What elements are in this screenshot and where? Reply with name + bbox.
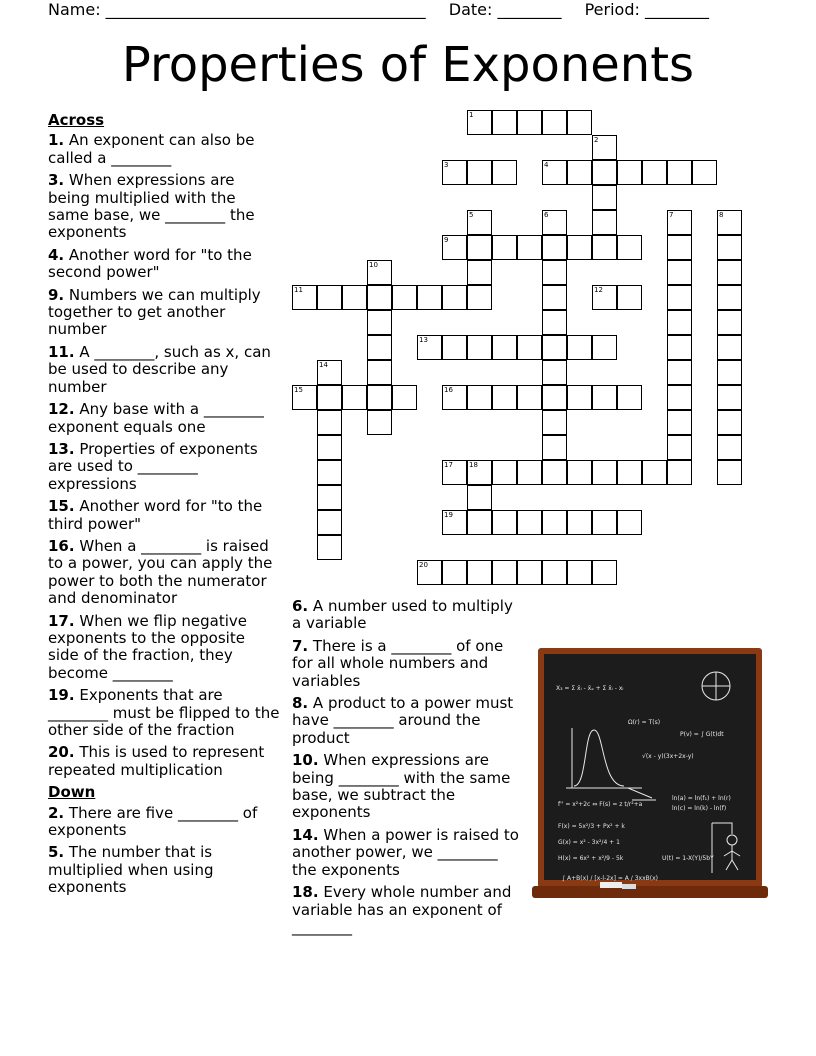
grid-cell[interactable] xyxy=(567,335,592,360)
cell-number: 9 xyxy=(444,236,449,244)
grid-cell[interactable] xyxy=(542,385,567,410)
cell-number: 18 xyxy=(469,461,478,469)
grid-cell[interactable] xyxy=(542,260,567,285)
clues-right-column xyxy=(292,598,520,941)
clue-17 xyxy=(48,613,280,683)
down-clue-list-continued xyxy=(292,598,520,936)
grid-cell[interactable] xyxy=(317,460,342,485)
grid-cell[interactable] xyxy=(617,385,642,410)
grid-cell[interactable] xyxy=(317,510,342,535)
grid-cell[interactable] xyxy=(417,285,442,310)
clue-number: 12. xyxy=(48,400,75,419)
clue-6 xyxy=(292,598,520,633)
svg-text:√(x - y)(3x+2x-y): √(x - y)(3x+2x-y) xyxy=(642,753,694,760)
grid-cell[interactable] xyxy=(717,310,742,335)
clue-4 xyxy=(48,247,280,282)
clue-text: Properties of exponents are used to ________ expressions xyxy=(48,439,258,493)
grid-cell[interactable] xyxy=(342,285,367,310)
clue-11 xyxy=(48,344,280,396)
grid-cell[interactable] xyxy=(292,385,317,410)
grid-cell[interactable] xyxy=(542,460,567,485)
grid-cell[interactable] xyxy=(517,385,542,410)
grid-cell[interactable] xyxy=(517,560,542,585)
grid-cell[interactable] xyxy=(467,560,492,585)
grid-cell[interactable] xyxy=(467,285,492,310)
grid-cell[interactable] xyxy=(542,410,567,435)
clue-text: When expressions are being ________ with the same base, we subtract the exponents xyxy=(292,751,511,822)
grid-cell[interactable] xyxy=(592,385,617,410)
cell-number: 15 xyxy=(294,386,303,394)
svg-text:f'' = x²+2c ⇔ F(s) = z t/r²+a: f'' = x²+2c ⇔ F(s) = z t/r²+a xyxy=(558,801,643,808)
clue-text: A product to a power must have ________ around the product xyxy=(292,694,514,747)
grid-cell[interactable] xyxy=(717,235,742,260)
grid-cell[interactable] xyxy=(542,235,567,260)
clue-text: The number that is multiplied when using exponents xyxy=(48,843,214,897)
cell-number: 2 xyxy=(594,136,599,144)
clue-20 xyxy=(48,744,280,779)
clue-text: There is a ________ of one for all whole numbers and variables xyxy=(292,636,504,690)
clue-3 xyxy=(48,172,280,242)
grid-cell[interactable] xyxy=(467,260,492,285)
grid-cell[interactable] xyxy=(542,510,567,535)
cell-number: 12 xyxy=(594,286,603,294)
grid-cell[interactable] xyxy=(667,435,692,460)
grid-cell[interactable] xyxy=(517,110,542,135)
grid-cell[interactable] xyxy=(667,460,692,485)
grid-cell[interactable] xyxy=(567,460,592,485)
grid-cell[interactable] xyxy=(692,160,717,185)
cell-number: 10 xyxy=(369,261,378,269)
svg-text:Ω(r) = T(s): Ω(r) = T(s) xyxy=(628,719,661,726)
grid-cell[interactable] xyxy=(492,235,517,260)
grid-cell[interactable] xyxy=(617,460,642,485)
clue-text: Numbers we can multiply together to get another number xyxy=(48,285,261,339)
grid-cell[interactable] xyxy=(592,160,617,185)
page-title: Properties of Exponents xyxy=(121,37,695,93)
grid-cell[interactable] xyxy=(467,510,492,535)
grid-cell[interactable] xyxy=(367,360,392,385)
grid-cell[interactable] xyxy=(417,335,442,360)
date-field[interactable]: Date: ________ xyxy=(448,0,562,19)
grid-cell[interactable] xyxy=(467,210,492,235)
grid-cell[interactable] xyxy=(717,285,742,310)
grid-cell[interactable] xyxy=(642,460,667,485)
grid-cell[interactable] xyxy=(367,335,392,360)
grid-cell[interactable] xyxy=(517,235,542,260)
grid-cell[interactable] xyxy=(317,435,342,460)
grid-cell[interactable] xyxy=(592,135,617,160)
cell-number: 1 xyxy=(469,111,474,119)
clue-15 xyxy=(48,498,280,533)
grid-cell[interactable] xyxy=(492,460,517,485)
clue-text: When we flip negative exponents to the opposite side of the fraction, they become ________ xyxy=(48,611,247,682)
clue-number: 6. xyxy=(292,597,309,615)
clue-number: 7. xyxy=(292,636,309,655)
cell-number: 20 xyxy=(419,561,428,569)
grid-cell[interactable] xyxy=(317,410,342,435)
cell-number: 19 xyxy=(444,511,453,519)
clue-number: 19. xyxy=(48,686,75,705)
grid-cell[interactable] xyxy=(467,110,492,135)
svg-text:ln(a) = ln(f₁) + ln(r): ln(a) = ln(f₁) + ln(r) xyxy=(672,795,731,802)
grid-cell[interactable] xyxy=(592,235,617,260)
grid-cell[interactable] xyxy=(717,335,742,360)
clue-number: 20. xyxy=(48,743,75,762)
grid-cell[interactable] xyxy=(492,560,517,585)
grid-cell[interactable] xyxy=(342,385,367,410)
clue-16 xyxy=(48,538,280,608)
clue-number: 16. xyxy=(48,536,75,555)
clue-number: 10. xyxy=(292,751,319,770)
grid-cell[interactable] xyxy=(492,385,517,410)
clue-text: A number used to multiply a variable xyxy=(292,597,513,633)
clue-19 xyxy=(48,687,280,739)
svg-text:F(x) = 5x²/3 + Px² + k: F(x) = 5x²/3 + Px² + k xyxy=(558,823,625,830)
svg-text:P(v) = ∫ G(t)dt: P(v) = ∫ G(t)dt xyxy=(680,731,724,738)
grid-cell[interactable] xyxy=(317,360,342,385)
clue-10 xyxy=(292,752,520,822)
svg-text:∫ A+B(x) / [x-l-2x] = A / 3xxB: ∫ A+B(x) / [x-l-2x] = A / 3xxB(x) xyxy=(562,875,658,882)
grid-cell[interactable] xyxy=(717,260,742,285)
grid-cell[interactable] xyxy=(492,160,517,185)
clue-number: 14. xyxy=(292,825,319,844)
grid-cell[interactable] xyxy=(442,335,467,360)
clue-12 xyxy=(48,401,280,436)
svg-text:G(x) = x² - 3x²/4 + 1: G(x) = x² - 3x²/4 + 1 xyxy=(558,839,620,846)
cell-number: 5 xyxy=(469,211,474,219)
grid-cell[interactable] xyxy=(617,160,642,185)
grid-cell[interactable] xyxy=(542,435,567,460)
grid-cell[interactable] xyxy=(492,110,517,135)
down-clue-list xyxy=(48,805,280,897)
grid-cell[interactable] xyxy=(667,385,692,410)
grid-cell[interactable] xyxy=(317,385,342,410)
clue-number: 17. xyxy=(48,611,75,630)
grid-cell[interactable] xyxy=(542,310,567,335)
clue-text: There are five ________ of exponents xyxy=(48,803,258,840)
clue-number: 4. xyxy=(48,245,65,264)
grid-cell[interactable] xyxy=(592,335,617,360)
svg-text:ln(c) = ln(k) - ln(f): ln(c) = ln(k) - ln(f) xyxy=(672,805,727,812)
grid-cell[interactable] xyxy=(467,160,492,185)
grid-cell[interactable] xyxy=(542,210,567,235)
grid-cell[interactable] xyxy=(392,285,417,310)
clue-2 xyxy=(48,805,280,840)
grid-cell[interactable] xyxy=(617,510,642,535)
grid-cell[interactable] xyxy=(442,285,467,310)
grid-cell[interactable] xyxy=(642,160,667,185)
grid-cell[interactable] xyxy=(367,310,392,335)
grid-cell[interactable] xyxy=(617,285,642,310)
grid-cell[interactable] xyxy=(417,560,442,585)
grid-cell[interactable] xyxy=(717,360,742,385)
grid-cell[interactable] xyxy=(392,385,417,410)
cell-number: 4 xyxy=(544,161,549,169)
clue-text: When expressions are being multiplied with the same base, we ________ the exponents xyxy=(48,171,255,242)
cell-number: 8 xyxy=(719,211,724,219)
cell-number: 3 xyxy=(444,161,449,169)
grid-cell[interactable] xyxy=(517,460,542,485)
grid-cell[interactable] xyxy=(467,335,492,360)
grid-cell[interactable] xyxy=(317,285,342,310)
grid-cell[interactable] xyxy=(592,285,617,310)
clue-text: Another word for "to the second power" xyxy=(48,245,252,282)
clue-8 xyxy=(292,695,520,747)
grid-cell[interactable] xyxy=(442,560,467,585)
cell-number: 7 xyxy=(669,211,674,219)
grid-cell[interactable] xyxy=(367,385,392,410)
clue-text: Every whole number and variable has an exponent of ________ xyxy=(292,883,512,936)
grid-cell[interactable] xyxy=(542,360,567,385)
clue-text: Exponents that are ________ must be flipped to the other side of the fraction xyxy=(48,686,280,739)
clue-text: This is used to represent repeated multiplication xyxy=(48,743,265,779)
chalkboard-image xyxy=(532,648,768,900)
down-heading: Down xyxy=(48,783,96,802)
grid-cell[interactable] xyxy=(542,160,567,185)
grid-cell[interactable] xyxy=(442,510,467,535)
clue-14 xyxy=(292,827,520,879)
clue-number: 8. xyxy=(292,694,309,713)
clue-number: 3. xyxy=(48,171,65,190)
grid-cell[interactable] xyxy=(567,160,592,185)
grid-cell[interactable] xyxy=(667,360,692,385)
clue-number: 13. xyxy=(48,439,75,458)
grid-cell[interactable] xyxy=(517,510,542,535)
grid-cell[interactable] xyxy=(717,410,742,435)
grid-cell[interactable] xyxy=(367,285,392,310)
grid-cell[interactable] xyxy=(667,310,692,335)
grid-cell[interactable] xyxy=(717,210,742,235)
grid-cell[interactable] xyxy=(292,285,317,310)
grid-cell[interactable] xyxy=(592,560,617,585)
grid-cell[interactable] xyxy=(717,460,742,485)
clue-18 xyxy=(292,884,520,936)
clue-text: A ________, such as x, can be used to describe any number xyxy=(48,342,271,396)
grid-cell[interactable] xyxy=(567,560,592,585)
grid-cell[interactable] xyxy=(592,185,617,210)
clue-text: Another word for "to the third power" xyxy=(48,497,263,533)
grid-cell[interactable] xyxy=(717,435,742,460)
grid-cell[interactable] xyxy=(667,285,692,310)
cell-number: 16 xyxy=(444,386,453,394)
grid-cell[interactable] xyxy=(467,385,492,410)
grid-cell[interactable] xyxy=(492,335,517,360)
grid-cell[interactable] xyxy=(617,235,642,260)
clue-number: 18. xyxy=(292,883,319,902)
grid-cell[interactable] xyxy=(517,335,542,360)
grid-cell[interactable] xyxy=(667,410,692,435)
grid-cell[interactable] xyxy=(592,210,617,235)
grid-cell[interactable] xyxy=(542,335,567,360)
clue-text: When a power is raised to another power, we ________ the exponents xyxy=(292,825,519,879)
grid-cell[interactable] xyxy=(542,110,567,135)
grid-cell[interactable] xyxy=(542,285,567,310)
grid-cell[interactable] xyxy=(492,510,517,535)
cell-number: 13 xyxy=(419,336,428,344)
grid-cell[interactable] xyxy=(567,110,592,135)
grid-cell[interactable] xyxy=(317,485,342,510)
grid-cell[interactable] xyxy=(667,335,692,360)
grid-cell[interactable] xyxy=(667,160,692,185)
grid-cell[interactable] xyxy=(717,385,742,410)
clue-text: When a ________ is raised to a power, you can apply the power to both the numerator and denominator xyxy=(48,536,273,608)
grid-cell[interactable] xyxy=(667,235,692,260)
clue-number: 5. xyxy=(48,843,65,862)
grid-cell[interactable] xyxy=(442,385,467,410)
across-heading: Across xyxy=(48,111,105,129)
cell-number: 14 xyxy=(319,361,328,369)
clue-number: 15. xyxy=(48,497,75,516)
student-info-header xyxy=(48,0,727,20)
clue-number: 2. xyxy=(48,803,65,822)
clues-left-column xyxy=(48,112,280,902)
clue-text: An exponent can also be called a ________ xyxy=(48,131,255,167)
grid-cell[interactable] xyxy=(442,460,467,485)
clue-1 xyxy=(48,132,280,167)
clue-number: 1. xyxy=(48,131,65,150)
grid-cell[interactable] xyxy=(442,235,467,260)
grid-cell[interactable] xyxy=(367,410,392,435)
clue-13 xyxy=(48,441,280,493)
grid-cell[interactable] xyxy=(467,460,492,485)
grid-cell[interactable] xyxy=(467,485,492,510)
clue-text: Any base with a ________ exponent equals one xyxy=(48,400,264,436)
cell-number: 6 xyxy=(544,211,549,219)
grid-cell[interactable] xyxy=(592,510,617,535)
grid-cell[interactable] xyxy=(467,235,492,260)
svg-text:H(x) = 6x² + x²/9 - 5k: H(x) = 6x² + x²/9 - 5k xyxy=(558,855,624,862)
grid-cell[interactable] xyxy=(667,260,692,285)
cell-number: 11 xyxy=(294,286,303,294)
across-clue-list xyxy=(48,132,280,779)
period-field[interactable]: Period: ________ xyxy=(584,0,709,19)
grid-cell[interactable] xyxy=(567,510,592,535)
grid-cell[interactable] xyxy=(367,260,392,285)
grid-cell[interactable] xyxy=(567,385,592,410)
clue-7 xyxy=(292,638,520,690)
clue-9 xyxy=(48,287,280,339)
grid-cell[interactable] xyxy=(592,460,617,485)
clue-number: 9. xyxy=(48,285,65,304)
grid-cell[interactable] xyxy=(567,235,592,260)
name-field[interactable]: Name: ________________________________________ xyxy=(48,0,426,19)
cell-number: 17 xyxy=(444,461,453,469)
svg-text:U(t) = 1-X(Y)/5bY: U(t) = 1-X(Y)/5bY xyxy=(662,855,714,862)
svg-text:X₃ = Σ x̄ᵢ - x̄ₔ + Σ x̄ᵢ - xᵢ: X₃ = Σ x̄ᵢ - x̄ₔ + Σ x̄ᵢ - xᵢ xyxy=(556,685,624,692)
grid-cell[interactable] xyxy=(442,160,467,185)
grid-cell[interactable] xyxy=(317,535,342,560)
clue-number: 11. xyxy=(48,342,75,361)
grid-cell[interactable] xyxy=(667,210,692,235)
grid-cell[interactable] xyxy=(542,560,567,585)
clue-5 xyxy=(48,844,280,896)
